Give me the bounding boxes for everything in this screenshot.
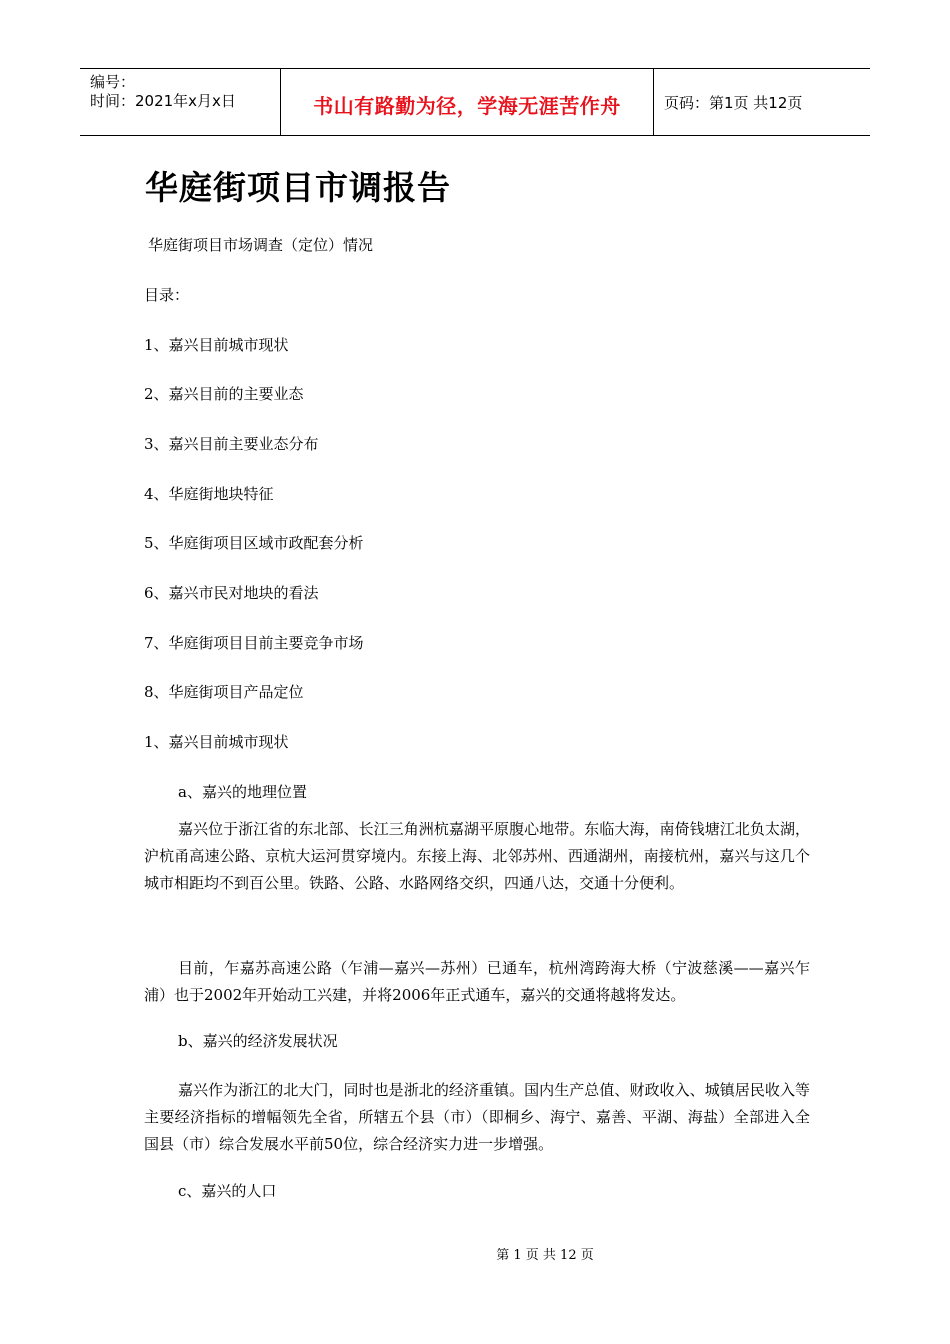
paragraph: 嘉兴位于浙江省的东北部、长江三角洲杭嘉湖平原腹心地带。东临大海，南倚钱塘江北负太湖，沪杭甬高速公路、京杭大运河贯穿境内。东接上海、北邻苏州、西通湖州，南接杭州，嘉兴与这几个城市相距均不到百公里。铁路、公路、水路网络交织，四通八达，交通十分便利。 [144, 820, 810, 892]
paragraph: 目前，乍嘉苏高速公路（乍浦—嘉兴—苏州）已通车，杭州湾跨海大桥（宁波慈溪——嘉兴乍浦）也于2002年开始动工兴建，并将2006年正式通车，嘉兴的交通将越将发达。 [144, 959, 810, 1004]
section-heading: 1、嘉兴目前城市现状 [144, 733, 289, 751]
header-page-code: 页码：第1页 共12页 [664, 93, 803, 112]
toc-item: 1、嘉兴目前城市现状 [144, 336, 289, 354]
header-motto: 书山有路勤为径，学海无涯苦作舟 [313, 93, 621, 118]
toc-item: 7、华庭街项目目前主要竞争市场 [144, 634, 364, 652]
header-table [80, 68, 870, 136]
document-time-label: 时间：2021年x月x日 [90, 92, 236, 110]
toc-label: 目录： [144, 286, 190, 304]
header-page-cell [654, 69, 870, 135]
toc-item: 3、嘉兴目前主要业态分布 [144, 435, 319, 453]
header-meta-cell [80, 69, 281, 135]
subsection-heading: c、嘉兴的人口 [178, 1182, 277, 1200]
header-motto-cell [281, 69, 654, 135]
paragraph: 嘉兴作为浙江的北大门，同时也是浙北的经济重镇。国内生产总值、财政收入、城镇居民收入等主要经济指标的增幅领先全省，所辖五个县（市）（即桐乡、海宁、嘉善、平湖、海盐）全部进入全国县（市）综合发展水平前50位，综合经济实力进一步增强。 [144, 1081, 810, 1153]
toc-item: 8、华庭街项目产品定位 [144, 683, 304, 701]
toc-item: 5、华庭街项目区域市政配套分析 [144, 534, 364, 552]
toc-item: 2、嘉兴目前的主要业态 [144, 385, 304, 403]
toc-item: 6、嘉兴市民对地块的看法 [144, 584, 319, 602]
document-number-label: 编号： [90, 73, 136, 91]
subsection-heading: a、嘉兴的地理位置 [178, 783, 307, 801]
document-subtitle: 华庭街项目市场调查（定位）情况 [148, 236, 374, 254]
document-title: 华庭街项目市调报告 [145, 168, 451, 207]
subsection-heading: b、嘉兴的经济发展状况 [178, 1032, 338, 1050]
toc-item: 4、华庭街地块特征 [144, 485, 274, 503]
page-footer: 第 1 页 共 12 页 [496, 1248, 594, 1263]
